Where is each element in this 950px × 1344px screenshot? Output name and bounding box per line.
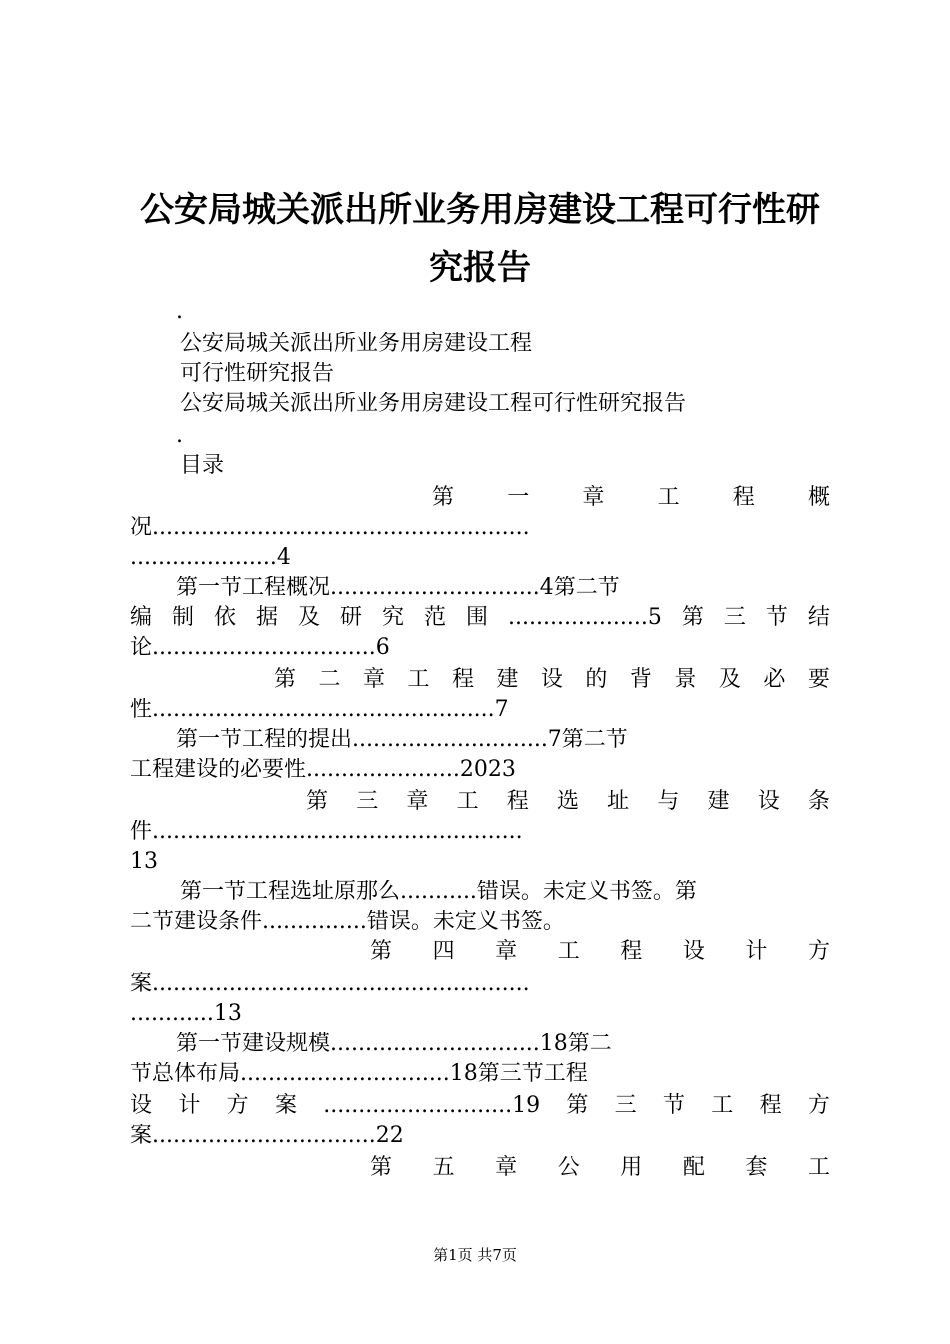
toc-chapter-2-leader: 性.................................................7 bbox=[130, 698, 509, 722]
subtitle-line-3: 公安局城关派出所业务用房建设工程可行性研究报告 bbox=[180, 392, 687, 416]
page-footer: 第1页 共7页 bbox=[433, 1246, 517, 1264]
document-title-line-1: 公安局城关派出所业务用房建设工程可行性研 bbox=[140, 190, 820, 230]
subtitle-line-1: 公安局城关派出所业务用房建设工程 bbox=[180, 332, 533, 356]
toc-ch1-sections-line-2[interactable]: 编 制 依 据 及 研 究 范 围 ....................5 第 三 节 结 bbox=[130, 605, 830, 630]
toc-chapter-5-title[interactable]: 第 五 章 公 用 配 套 工 bbox=[370, 1155, 830, 1180]
toc-chapter-2-title[interactable]: 第 二 章 工 程 建 设 的 背 景 及 必 要 bbox=[274, 667, 830, 692]
toc-chapter-1-title[interactable]: 第 一 章 工 程 概 bbox=[432, 485, 830, 510]
toc-ch4-sections-line-4[interactable]: 案................................22 bbox=[130, 1124, 404, 1148]
toc-chapter-3-title[interactable]: 第 三 章 工 程 选 址 与 建 设 条 bbox=[306, 789, 830, 814]
toc-ch4-sections-line-2[interactable]: 节总体布局..............................18第三节工程 bbox=[130, 1062, 588, 1086]
toc-ch3-sections-line-1[interactable]: 第一节工程选址原那么...........错误。未定义书签。第 bbox=[180, 880, 697, 904]
toc-heading: 目录 bbox=[180, 454, 225, 478]
separator-dot: . bbox=[176, 300, 183, 324]
toc-chapter-4-leader: 案...................................................... bbox=[130, 972, 530, 996]
document-title-line-2: 究报告 bbox=[429, 248, 531, 288]
toc-ch4-sections-line-1[interactable]: 第一节建设规模..............................18第二 bbox=[176, 1032, 612, 1056]
toc-ch3-sections-line-2[interactable]: 二节建设条件...............错误。未定义书签。 bbox=[130, 910, 565, 934]
toc-chapter-4-page: ............13 bbox=[130, 1002, 242, 1026]
toc-ch2-sections-line-2[interactable]: 工程建设的必要性......................2023 bbox=[130, 758, 516, 782]
toc-ch1-sections-line-1[interactable]: 第一节工程概况..............................4第二节 bbox=[176, 576, 620, 600]
toc-chapter-1-leader: 况...................................................... bbox=[130, 516, 530, 540]
toc-chapter-3-page: 13 bbox=[130, 850, 158, 874]
toc-ch1-sections-line-3[interactable]: 论................................6 bbox=[130, 636, 390, 660]
toc-ch4-sections-line-3[interactable]: 设 计 方 案 ...........................19 第 三 节 工 程 方 bbox=[130, 1093, 830, 1118]
toc-chapter-3-leader: 件..................................................... bbox=[130, 820, 523, 844]
subtitle-line-2: 可行性研究报告 bbox=[180, 362, 335, 386]
toc-chapter-4-title[interactable]: 第 四 章 工 程 设 计 方 bbox=[370, 939, 830, 964]
toc-ch2-sections-line-1[interactable]: 第一节工程的提出............................7第二节 bbox=[176, 728, 628, 752]
toc-chapter-1-page: .....................4 bbox=[130, 546, 291, 570]
separator-dot: . bbox=[176, 424, 183, 448]
